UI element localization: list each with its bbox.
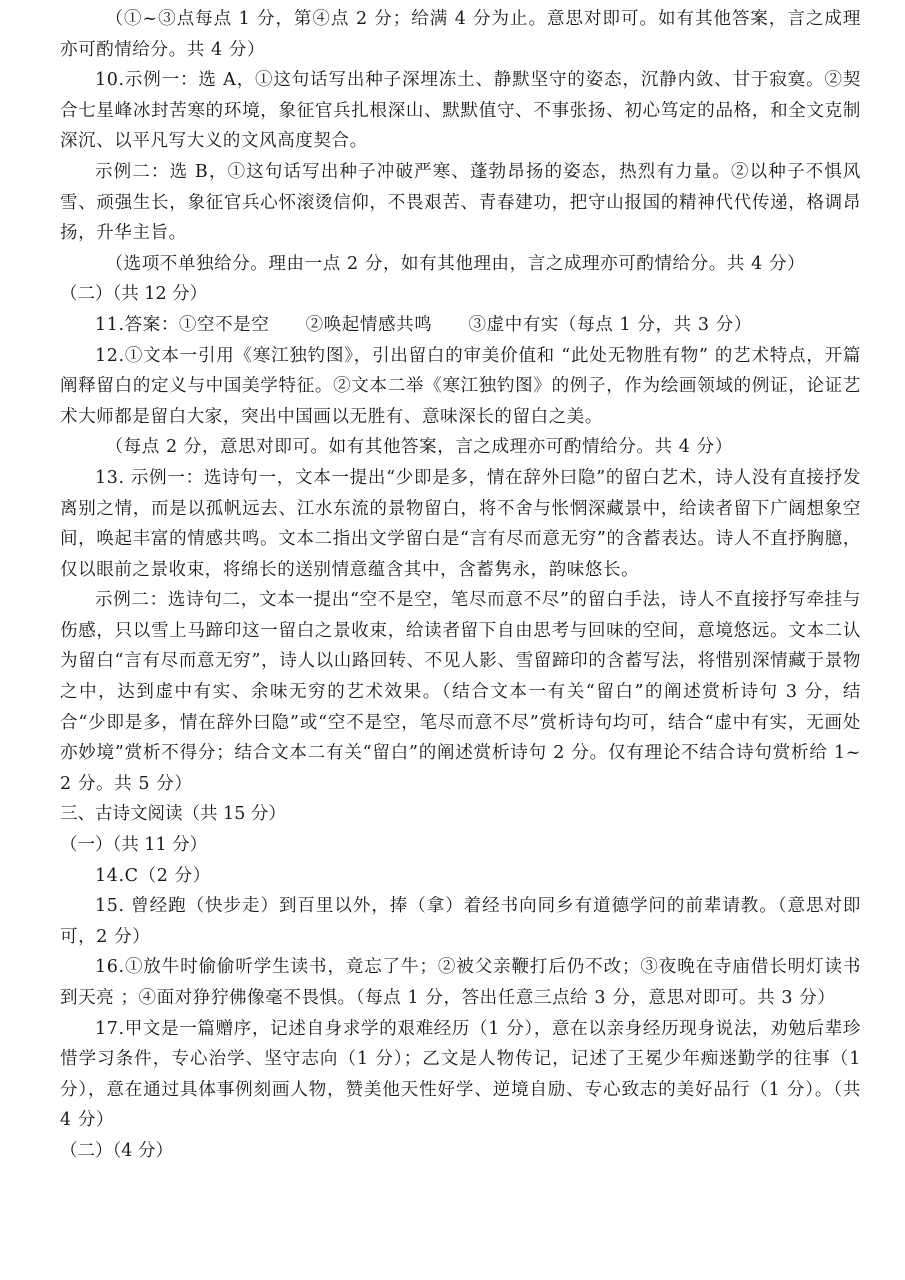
answer-10-example-2: 示例二：选 B，①这句话写出种子冲破严寒、蓬勃昂扬的姿态，热烈有力量。②以种子不惧风雪、顽强生长，象征官兵心怀滚烫信仰，不畏艰苦、青春建功，把守山报国的精神代代传递，格调昂扬，升华主旨。 — [60, 161, 861, 244]
answer-14: 14.C（2 分） — [95, 865, 211, 886]
answer-17: 17.甲文是一篇赠序，记述自身求学的艰难经历（1 分），意在以亲身经历现身说法，劝勉后辈珍惜学习条件，专心治学、坚守志向（1 分）；乙文是人物传记，记述了王冕少年痴迷勤学的往事（1 分），意在通过具体事例刻画人物，赞美他天性好学、逆境自励、专心致志的美好品行（1 分）。（共 4 分） — [60, 1018, 861, 1131]
subsection-heading-1: （一）（共 11 分） — [60, 835, 208, 856]
scoring-note-12: （每点 2 分，意思对即可。如有其他答案，言之成理亦可酌情给分。共 4 分） — [105, 437, 733, 458]
scoring-note-10: （选项不单独给分。理由一点 2 分，如有其他理由，言之成理亦可酌情给分。共 4 分） — [105, 253, 806, 274]
answer-11: 11.答案：①空不是空 ②唤起情感共鸣 ③虚中有实（每点 1 分，共 3 分） — [95, 314, 752, 335]
answer-12: 12.①文本一引用《寒江独钓图》，引出留白的审美价值和 “此处无物胜有物” 的艺术特点，开篇阐释留白的定义与中国美学特征。②文本二举《寒江独钓图》的例子，作为绘画领域的例证，论证艺术大师都是留白大家，突出中国画以无胜有、意味深长的留白之美。 — [60, 345, 861, 427]
answer-16: 16.①放牛时偷偷听学生读书，竟忘了牛；②被父亲鞭打后仍不改；③夜晚在寺庙借长明灯读书到天亮 ；④面对狰狞佛像毫不畏惧。（每点 1 分，答出任意三点给 3 分，意思对即可。共 3 分） — [60, 957, 861, 1008]
answer-15: 15. 曾经跑（快步走）到百里以外，捧（拿）着经书向同乡有道德学问的前辈请教。（意思对即可，2 分） — [60, 896, 861, 947]
scoring-note-9: （①~③点每点 1 分，第④点 2 分；给满 4 分为止。意思对即可。如有其他答案，言之成理亦可酌情给分。共 4 分） — [60, 9, 861, 60]
section-heading-3: 三、古诗文阅读（共 15 分） — [60, 804, 286, 825]
answer-10-example-1: 10.示例一：选 A，①这句话写出种子深埋冻土、静默坚守的姿态，沉静内敛、甘于寂寞。②契合七星峰冰封苦寒的环境，象征官兵扎根深山、默默值守、不事张扬、初心笃定的品格，和全文克制深沉、以平凡写大义的文风高度契合。 — [60, 70, 861, 152]
answer-13-example-2: 示例二：选诗句二，文本一提出“空不是空，笔尽而意不尽”的留白手法，诗人不直接抒写牵挂与伤感，只以雪上马蹄印这一留白之景收束，给读者留下自由思考与回味的空间，意境悠远。文本二认为留白“言有尽而意无穷”，诗人以山路回转、不见人影、雪留蹄印的含蓄写法，将惜别深情藏于景物之中，达到虚中有实、余味无穷的艺术效果。（结合文本一有关“留白”的阐述赏析诗句 3 分，结合“少即是多，情在辞外曰隐”或“空不是空，笔尽而意不尽”赏析诗句均可，结合“虚中有实，无画处亦妙境”赏析不得分；结合文本二有关“留白”的阐述赏析诗句 2 分。仅有理论不结合诗句赏析给 1~2 分。共 5 分） — [60, 590, 861, 794]
answer-13-example-1: 13. 示例一：选诗句一，文本一提出“少即是多，情在辞外曰隐”的留白艺术，诗人没有直接抒发离别之情，而是以孤帆远去、江水东流的景物留白，将不舍与怅惘深藏景中，给读者留下广阔想象空间，唤起丰富的情感共鸣。文本二指出文学留白是“言有尽而意无穷”的含蓄表达。诗人不直抒胸臆，仅以眼前之景收束，将绵长的送别情意蕴含其中，含蓄隽永，韵味悠长。 — [60, 467, 861, 580]
subsection-heading-2: （二）（4 分） — [60, 1140, 173, 1161]
section-heading-2: （二）（共 12 分） — [60, 284, 208, 305]
